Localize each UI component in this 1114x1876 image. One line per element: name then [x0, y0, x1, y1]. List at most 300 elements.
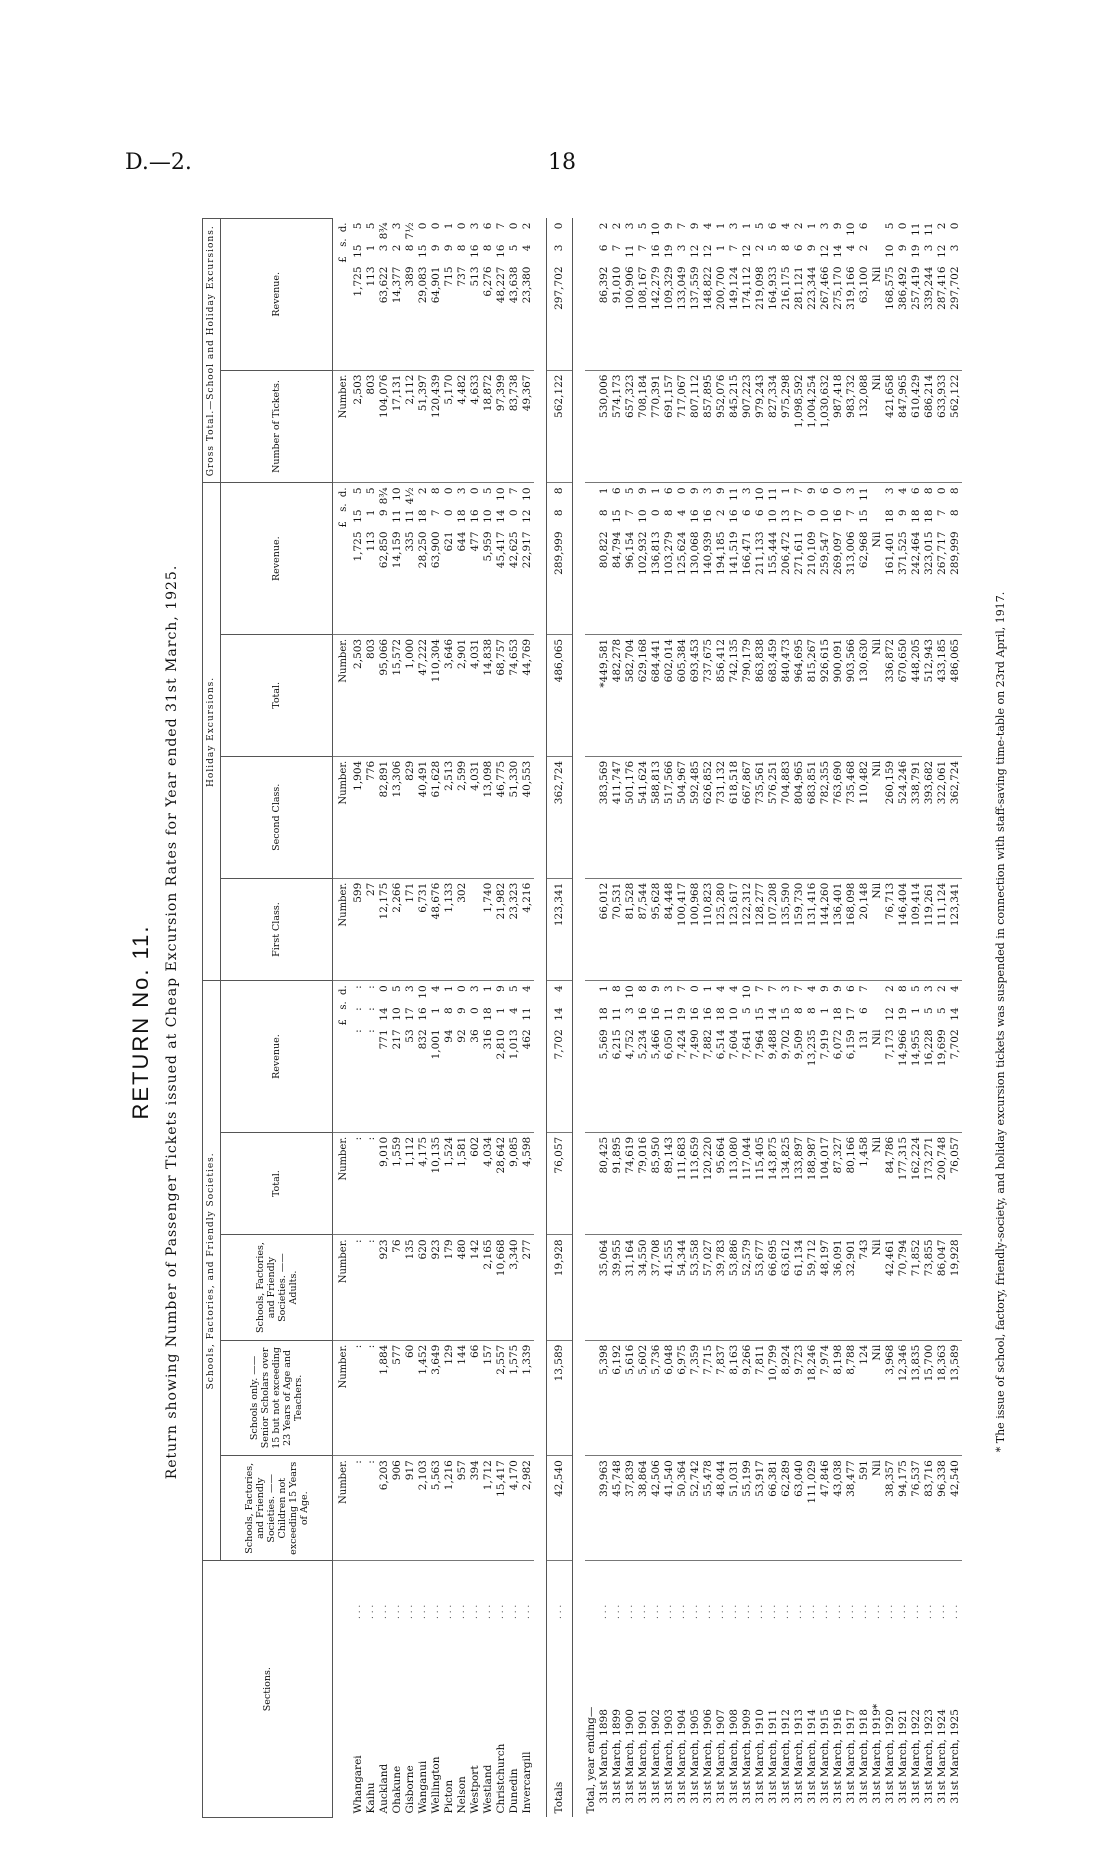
cell-children: 38,357 — [884, 1456, 897, 1561]
row-leader: . . . — [768, 1604, 778, 1620]
cell-holiday-revenue: 11315 — [365, 483, 378, 634]
totals-body — [547, 219, 573, 1818]
col-holiday-total: Total. — [221, 634, 333, 756]
cell-seniors: 1,884 — [378, 1340, 391, 1455]
cell-first-class: 128,277 — [754, 878, 767, 981]
cell-gross-revenue: 137,559129 — [689, 219, 702, 371]
cell-children: 394 — [469, 1456, 482, 1561]
cell-gross-revenue: 63,10026 — [858, 219, 871, 371]
unit-label: Number. — [333, 756, 353, 878]
cell-adults: 37,708 — [650, 1235, 663, 1340]
table-row — [521, 219, 534, 1818]
cell-second-class: 735,561 — [754, 756, 767, 878]
row-label: 31st March, 1924 — [936, 1709, 948, 1804]
cell-children: 1,712 — [482, 1456, 495, 1561]
cell-gross-revenue: 64,90190 — [430, 219, 443, 371]
row-label: Auckland — [378, 1763, 390, 1814]
row-leader: . . . — [392, 1604, 402, 1620]
cell-children: 55,199 — [741, 1456, 754, 1561]
row-label: 31st March, 1903 — [663, 1709, 675, 1804]
table-row — [352, 219, 365, 1818]
cell-adults: 52,579 — [741, 1235, 754, 1340]
cell-holiday-revenue: 271,611177 — [793, 483, 806, 634]
cell-total: 1,458 — [858, 1132, 871, 1235]
cell-total: 84,786 — [884, 1132, 897, 1235]
cell-holiday-revenue: 28,250182 — [417, 483, 430, 634]
group-holiday-header: Holiday Excursions. — [203, 483, 221, 981]
cell-adults: 19,928 — [949, 1235, 962, 1340]
history-heading-row — [585, 219, 598, 1818]
row-label: 31st March, 1915 — [819, 1709, 831, 1804]
row-leader: . . . — [690, 1604, 700, 1620]
cell-seniors: 7,715 — [702, 1340, 715, 1455]
cell-total: 80,166 — [845, 1132, 858, 1235]
cell-holiday-total: 4,031 — [469, 634, 482, 756]
cell-gross-tickets: 1,004,254 — [806, 370, 819, 483]
cell-children: 83,716 — [923, 1456, 936, 1561]
cell-seniors: 6,975 — [676, 1340, 689, 1455]
cell-gross-tickets: 847,965 — [897, 370, 910, 483]
cell-children: 37,839 — [624, 1456, 637, 1561]
group-schools-header: Schools, Factories, and Friendly Societies. — [203, 981, 221, 1561]
cell-children: : — [352, 1456, 365, 1561]
cell-seniors: : — [352, 1340, 365, 1455]
cell-total: 1,524 — [443, 1132, 456, 1235]
cell-seniors: 60 — [404, 1340, 417, 1455]
cell-second-class: 667,867 — [741, 756, 754, 878]
cell-first-class: 122,312 — [741, 878, 754, 981]
cell-adults: 70,794 — [897, 1235, 910, 1340]
cell-total: 76,057 — [949, 1132, 962, 1235]
row-label: 31st March, 1920 — [884, 1709, 896, 1804]
cell-gross-tickets: 807,112 — [689, 370, 702, 483]
unit-label: Number. — [333, 634, 353, 756]
cell-children: 45,748 — [611, 1456, 624, 1561]
row-leader: . . . — [846, 1604, 856, 1620]
cell-children: 41,540 — [663, 1456, 676, 1561]
cell-revenue: 316181 — [482, 981, 495, 1132]
cell-holiday-total: 74,653 — [508, 634, 521, 756]
cell-seniors: 6,048 — [663, 1340, 676, 1455]
cell-gross-tickets: 51,397 — [417, 370, 430, 483]
cell-seniors: 9,723 — [793, 1340, 806, 1455]
cell-second-class: 362,724 — [547, 756, 573, 878]
cell-second-class: 51,330 — [508, 756, 521, 878]
cell-adults: 743 — [858, 1235, 871, 1340]
cell-revenue: 9,488147 — [767, 981, 780, 1132]
cell-total: 28,642 — [495, 1132, 508, 1235]
cell-adults: 54,344 — [676, 1235, 689, 1340]
row-leader: . . . — [703, 1604, 713, 1620]
cell-children: 957 — [456, 1456, 469, 1561]
cell-gross-tickets: 562,122 — [547, 370, 573, 483]
cell-holiday-revenue: 80,82281 — [598, 483, 611, 634]
cell-holiday-total: 68,757 — [495, 634, 508, 756]
table-row — [793, 219, 806, 1818]
cell-gross-tickets: 97,399 — [495, 370, 508, 483]
cell-adults: 34,550 — [637, 1235, 650, 1340]
cell-revenue: 13167 — [858, 981, 871, 1132]
cell-seniors: 6,192 — [611, 1340, 624, 1455]
cell-holiday-total: 605,384 — [676, 634, 689, 756]
cell-seniors: 5,602 — [637, 1340, 650, 1455]
cell-second-class: 260,159 — [884, 756, 897, 878]
units-row — [333, 219, 353, 1818]
cell-gross-revenue: 71591 — [443, 219, 456, 371]
cell-gross-revenue: 73780 — [456, 219, 469, 371]
cell-gross-tickets: 4,633 — [469, 370, 482, 483]
row-leader: . . . — [742, 1604, 752, 1620]
cell-second-class: 82,891 — [378, 756, 391, 878]
cell-gross-tickets: 132,088 — [858, 370, 871, 483]
row-leader: . . . — [353, 1604, 363, 1620]
row-leader: . . . — [781, 1604, 791, 1620]
cell-adults: 53,677 — [754, 1235, 767, 1340]
col-gross-revenue: Revenue. — [221, 219, 333, 371]
cell-holiday-revenue: 211,133610 — [754, 483, 767, 634]
cell-holiday-revenue: 242,464186 — [910, 483, 923, 634]
cell-adults: 66,695 — [767, 1235, 780, 1340]
cell-seniors: 5,736 — [650, 1340, 663, 1455]
cell-second-class: 524,246 — [897, 756, 910, 878]
table-row — [767, 219, 780, 1818]
cell-first-class: 599 — [352, 878, 365, 981]
cell-adults: Nil — [871, 1235, 884, 1340]
table-row — [624, 219, 637, 1818]
cell-children: 76,537 — [910, 1456, 923, 1561]
cell-revenue: ::: — [365, 981, 378, 1132]
cell-holiday-revenue: 62,85098¾ — [378, 483, 391, 634]
cell-adults: 42,461 — [884, 1235, 897, 1340]
cell-holiday-total: 448,205 — [910, 634, 923, 756]
cell-first-class: 131,416 — [806, 878, 819, 981]
cell-holiday-revenue: 166,47163 — [741, 483, 754, 634]
cell-holiday-revenue: 267,71770 — [936, 483, 949, 634]
cell-adults: 19,928 — [547, 1235, 573, 1340]
row-leader: . . . — [483, 1604, 493, 1620]
cell-gross-tickets: 4,482 — [456, 370, 469, 483]
cell-seniors: 12,346 — [897, 1340, 910, 1455]
table-row — [508, 219, 521, 1818]
cell-seniors: 7,837 — [715, 1340, 728, 1455]
cell-gross-tickets: 1,030,632 — [819, 370, 832, 483]
cell-second-class: 110,482 — [858, 756, 871, 878]
cell-gross-tickets: 2,112 — [404, 370, 417, 483]
cell-gross-revenue: 339,244311 — [923, 219, 936, 371]
col-total: Total. — [221, 1132, 333, 1235]
cell-revenue: 6,215118 — [611, 981, 624, 1132]
cell-gross-tickets: 657,323 — [624, 370, 637, 483]
cell-gross-revenue: 386,49290 — [897, 219, 910, 371]
cell-first-class: 123,617 — [728, 878, 741, 981]
cell-first-class: 123,341 — [547, 878, 573, 981]
cell-holiday-revenue: 22,9171210 — [521, 483, 534, 634]
cell-total: 91,895 — [611, 1132, 624, 1235]
table-row — [871, 219, 884, 1818]
cell-second-class: 683,851 — [806, 756, 819, 878]
cell-total: 602 — [469, 1132, 482, 1235]
cell-holiday-total: 903,566 — [845, 634, 858, 756]
cell-total: 104,017 — [819, 1132, 832, 1235]
cell-second-class: 782,355 — [819, 756, 832, 878]
cell-seniors: 15,700 — [923, 1340, 936, 1455]
cell-revenue: 16,22853 — [923, 981, 936, 1132]
cell-gross-revenue: 86,39262 — [598, 219, 611, 371]
cell-children: 38,864 — [637, 1456, 650, 1561]
cell-gross-tickets: 633,933 — [936, 370, 949, 483]
row-label: Christchurch — [495, 1743, 507, 1814]
cell-second-class: 776 — [365, 756, 378, 878]
cell-revenue: 7,173122 — [884, 981, 897, 1132]
row-leader: . . . — [547, 1561, 573, 1625]
cell-first-class: 66,012 — [598, 878, 611, 981]
cell-adults: 71,852 — [910, 1235, 923, 1340]
cell-holiday-total: 336,872 — [884, 634, 897, 756]
cell-gross-revenue: 29,083150 — [417, 219, 430, 371]
cell-revenue: 7,702144 — [547, 981, 573, 1132]
cell-holiday-revenue: 1,725155 — [352, 483, 365, 634]
cell-holiday-total: 14,838 — [482, 634, 495, 756]
cell-holiday-revenue: 96,15475 — [624, 483, 637, 634]
row-label: Totals — [547, 1625, 573, 1817]
cell-gross-revenue: 257,4191911 — [910, 219, 923, 371]
cell-revenue: 6,159176 — [845, 981, 858, 1132]
cell-gross-tickets: 845,215 — [728, 370, 741, 483]
cell-revenue: 7,490160 — [689, 981, 702, 1132]
cell-holiday-total: Nil — [871, 634, 884, 756]
cell-children: 55,478 — [702, 1456, 715, 1561]
cell-second-class: 2,599 — [456, 756, 469, 878]
table-row — [482, 219, 495, 1818]
cell-holiday-revenue: 102,932109 — [637, 483, 650, 634]
cell-seniors: 66 — [469, 1340, 482, 1455]
cell-gross-revenue: 149,12473 — [728, 219, 741, 371]
cell-gross-revenue: 14,37723 — [391, 219, 404, 371]
cell-gross-tickets: 983,732 — [845, 370, 858, 483]
cell-seniors: 5,398 — [598, 1340, 611, 1455]
cell-children: Nil — [871, 1456, 884, 1561]
cell-gross-tickets: 104,076 — [378, 370, 391, 483]
cell-second-class: 383,569 — [598, 756, 611, 878]
cell-gross-revenue: 6,27686 — [482, 219, 495, 371]
row-leader: . . . — [625, 1604, 635, 1620]
cell-gross-tickets: 120,439 — [430, 370, 443, 483]
cell-adults: 61,134 — [793, 1235, 806, 1340]
cell-holiday-total: 840,473 — [780, 634, 793, 756]
cell-holiday-total: 110,304 — [430, 634, 443, 756]
row-label: 31st March, 1904 — [676, 1709, 688, 1804]
cell-children: 111,029 — [806, 1456, 819, 1561]
cell-revenue: 4,752310 — [624, 981, 637, 1132]
cell-gross-tickets: 987,418 — [832, 370, 845, 483]
row-leader: . . . — [470, 1604, 480, 1620]
cell-holiday-total: 693,453 — [689, 634, 702, 756]
cell-adults: 41,555 — [663, 1235, 676, 1340]
table-row — [443, 219, 456, 1818]
row-label: 31st March, 1918 — [858, 1709, 870, 1804]
cell-second-class: 393,682 — [923, 756, 936, 878]
cell-adults: 620 — [417, 1235, 430, 1340]
row-leader: . . . — [833, 1604, 843, 1620]
cell-gross-tickets: 562,122 — [949, 370, 962, 483]
cell-revenue: 7,964157 — [754, 981, 767, 1132]
row-leader: . . . — [651, 1604, 661, 1620]
cell-second-class: 46,775 — [495, 756, 508, 878]
table-row — [676, 219, 689, 1818]
cell-second-class: 626,852 — [702, 756, 715, 878]
row-label: Wellington — [430, 1756, 442, 1814]
cell-adults: 179 — [443, 1235, 456, 1340]
cell-seniors: 8,788 — [845, 1340, 858, 1455]
cell-children: 42,540 — [547, 1456, 573, 1561]
cell-gross-revenue: 174,112121 — [741, 219, 754, 371]
cell-second-class: 40,491 — [417, 756, 430, 878]
cell-first-class: 20,148 — [858, 878, 871, 981]
cell-gross-tickets: 17,131 — [391, 370, 404, 483]
cell-gross-revenue: 63,62238¾ — [378, 219, 391, 371]
cell-second-class: 501,176 — [624, 756, 637, 878]
row-label: 31st March, 1919* — [871, 1703, 883, 1804]
cell-total: 115,405 — [754, 1132, 767, 1235]
cell-children: 2,103 — [417, 1456, 430, 1561]
table-row — [702, 219, 715, 1818]
unit-label: Number. — [333, 1235, 353, 1340]
table-row — [897, 219, 910, 1818]
cell-holiday-revenue: 269,097160 — [832, 483, 845, 634]
col-sections: Sections. — [203, 1561, 333, 1818]
row-label: 31st March, 1922 — [910, 1709, 922, 1804]
cell-first-class: 6,731 — [417, 878, 430, 981]
cell-gross-revenue: 164,93356 — [767, 219, 780, 371]
cell-holiday-total: 44,769 — [521, 634, 534, 756]
cell-total: 4,034 — [482, 1132, 495, 1235]
cell-revenue: 9,702153 — [780, 981, 793, 1132]
table-row — [456, 219, 469, 1818]
cell-first-class: 100,968 — [689, 878, 702, 981]
cell-gross-tickets: 83,738 — [508, 370, 521, 483]
cell-first-class: 302 — [456, 878, 469, 981]
row-leader: . . . — [729, 1604, 739, 1620]
row-label: 31st March, 1905 — [689, 1709, 701, 1804]
cell-seniors: 157 — [482, 1340, 495, 1455]
cell-holiday-total: 926,615 — [819, 634, 832, 756]
cell-revenue: 19,69952 — [936, 981, 949, 1132]
table-row — [741, 219, 754, 1818]
cell-total: 85,950 — [650, 1132, 663, 1235]
row-label: 31st March, 1917 — [845, 1709, 857, 1804]
row-leader: . . . — [509, 1604, 519, 1620]
cell-first-class: 168,098 — [845, 878, 858, 981]
cell-holiday-total: 47,222 — [417, 634, 430, 756]
return-title: RETURN No. 11. — [128, 924, 153, 1120]
table-row — [715, 219, 728, 1818]
cell-holiday-revenue: 125,62440 — [676, 483, 689, 634]
cell-revenue: 5,569181 — [598, 981, 611, 1132]
cell-second-class: 411,747 — [611, 756, 624, 878]
cell-children: 51,031 — [728, 1456, 741, 1561]
excursion-tickets-table — [202, 218, 962, 1818]
cell-children: 66,381 — [767, 1456, 780, 1561]
table-row — [611, 219, 624, 1818]
row-leader: . . . — [716, 1604, 726, 1620]
cell-holiday-total: 742,135 — [728, 634, 741, 756]
row-leader: . . . — [638, 1604, 648, 1620]
cell-seniors: 7,359 — [689, 1340, 702, 1455]
table-row — [689, 219, 702, 1818]
cell-first-class: 111,124 — [936, 878, 949, 981]
cell-revenue: 7,702144 — [949, 981, 962, 1132]
cell-revenue: 5,466169 — [650, 981, 663, 1132]
cell-holiday-revenue: 140,939163 — [702, 483, 715, 634]
cell-adults: 142 — [469, 1235, 482, 1340]
cell-first-class — [469, 878, 482, 981]
cell-children: 42,540 — [949, 1456, 962, 1561]
cell-children: 43,038 — [832, 1456, 845, 1561]
cell-total: 188,987 — [806, 1132, 819, 1235]
cell-revenue: 7,91919 — [819, 981, 832, 1132]
cell-holiday-total: 815,267 — [806, 634, 819, 756]
cell-children: 94,175 — [897, 1456, 910, 1561]
cell-children: 906 — [391, 1456, 404, 1561]
table-row — [819, 219, 832, 1818]
cell-holiday-total: 737,675 — [702, 634, 715, 756]
cell-gross-tickets: 827,334 — [767, 370, 780, 483]
cell-gross-tickets: 770,391 — [650, 370, 663, 483]
row-label: 31st March, 1908 — [728, 1709, 740, 1804]
cell-total: 143,875 — [767, 1132, 780, 1235]
cell-holiday-revenue: 313,00673 — [845, 483, 858, 634]
table-row — [728, 219, 741, 1818]
return-subtitle: Return showing Number of Passenger Tickets issued at Cheap Excursion Rates for Year ended 31st March, 1925. — [164, 564, 180, 1480]
cell-adults: 39,955 — [611, 1235, 624, 1340]
cell-gross-revenue: 133,04937 — [676, 219, 689, 371]
table-row — [884, 219, 897, 1818]
cell-adults: 480 — [456, 1235, 469, 1340]
cell-adults: 31,164 — [624, 1235, 637, 1340]
cell-holiday-total: 512,943 — [923, 634, 936, 756]
cell-seniors: 2,557 — [495, 1340, 508, 1455]
row-leader: . . . — [418, 1604, 428, 1620]
cell-gross-revenue: 100,906113 — [624, 219, 637, 371]
cell-children: 15,417 — [495, 1456, 508, 1561]
cell-revenue: 217105 — [391, 981, 404, 1132]
cell-total: 80,425 — [598, 1132, 611, 1235]
cell-holiday-total: 803 — [365, 634, 378, 756]
cell-revenue: 7,424197 — [676, 981, 689, 1132]
cell-gross-tickets: 803 — [365, 370, 378, 483]
cell-gross-revenue: 23,38042 — [521, 219, 534, 371]
cell-gross-tickets: 49,367 — [521, 370, 534, 483]
cell-holiday-total: 3,646 — [443, 634, 456, 756]
cell-total: 117,044 — [741, 1132, 754, 1235]
cell-gross-revenue: 281,12162 — [793, 219, 806, 371]
row-leader: . . . — [444, 1604, 454, 1620]
row-label: 31st March, 1898 — [598, 1709, 610, 1804]
row-label: 31st March, 1906 — [702, 1709, 714, 1804]
cell-seniors: 3,968 — [884, 1340, 897, 1455]
row-leader: . . . — [937, 1604, 947, 1620]
cell-revenue: Nil — [871, 981, 884, 1132]
cell-first-class: 27 — [365, 878, 378, 981]
row-label: 31st March, 1914 — [806, 1709, 818, 1804]
cell-adults: 32,901 — [845, 1235, 858, 1340]
cell-seniors: 8,924 — [780, 1340, 793, 1455]
cell-children: 62,289 — [780, 1456, 793, 1561]
cell-gross-tickets: 610,429 — [910, 370, 923, 483]
cell-children: 63,040 — [793, 1456, 806, 1561]
cell-holiday-total: 486,065 — [547, 634, 573, 756]
col-revenue: Revenue. — [221, 981, 333, 1132]
